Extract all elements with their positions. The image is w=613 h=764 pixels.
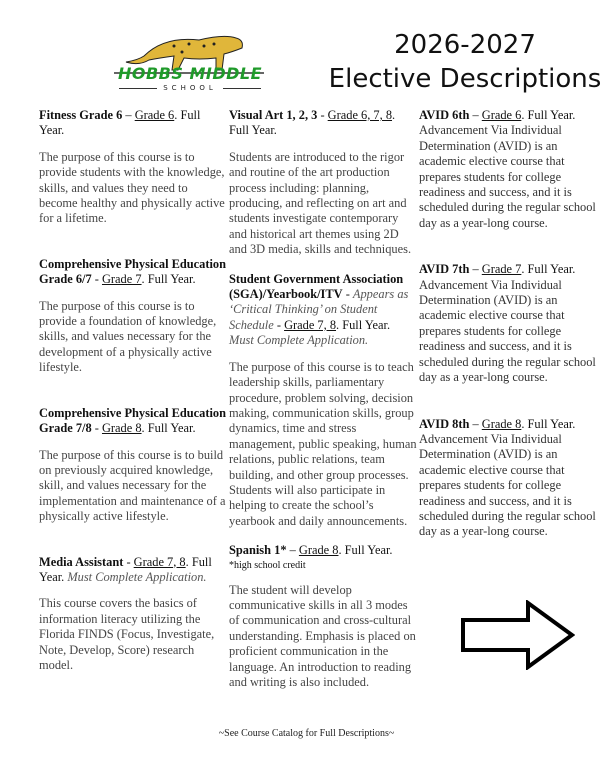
- grade-level: Grade 6: [481, 108, 522, 122]
- course-avid-6th: [419, 108, 605, 231]
- course-title: AVID 8th: [419, 416, 470, 431]
- heading-text: Must Complete Application.: [229, 333, 369, 348]
- grade-level: Grade 7, 8: [133, 554, 186, 569]
- heading-text: –: [469, 262, 482, 277]
- heading-text: . Full Year.: [521, 262, 576, 277]
- heading-text: -: [273, 317, 285, 332]
- heading-text: . Full Year.: [39, 554, 212, 584]
- course-description: This course covers the basics of information literacy utilizing the Florida FINDS (Focus, Investigate, Note, Develop, Score) research model.: [39, 596, 215, 672]
- heading-text: -: [91, 421, 102, 436]
- heading-text: . Full Year.: [521, 108, 576, 122]
- course-title: Student Government Association (SGA)/Yearbook/ITV: [229, 271, 404, 302]
- course-heading: [39, 257, 227, 288]
- heading-text: . Full Year.: [521, 416, 576, 431]
- course-heading: [39, 108, 227, 139]
- course-title: Spanish 1*: [229, 543, 287, 558]
- grade-level: Grade 7, 8: [284, 317, 337, 332]
- heading-text: . Full Year.: [338, 543, 393, 558]
- heading-text: –: [122, 108, 135, 122]
- course-description: Students are introduced to the rigor and routine of the art production process including: planning, producing, and reflecting on art and students investigate contemporary and historical art themes using 2D and 3D media, skills and techniques.: [229, 149, 412, 257]
- course-fitness-grade-6: [39, 108, 227, 227]
- heading-text: *high school credit: [229, 559, 306, 571]
- course-title: Comprehensive Physical Education Grade 7/8: [39, 405, 227, 436]
- course-heading: [419, 108, 605, 123]
- course-heading: [229, 108, 417, 139]
- page-title: Elective Descriptions: [328, 64, 602, 94]
- heading-text: -: [342, 287, 353, 302]
- page-title-year: 2026-2027: [394, 30, 536, 60]
- course-description: Advancement Via Individual Determination (AVID) is an academic elective course that prepares students for college readiness and success, and it is scheduled during the regular school day as a year-long course.: [419, 123, 596, 230]
- grade-level: Grade 8: [101, 421, 142, 436]
- heading-text: -: [317, 108, 328, 122]
- course-spanish-1: [229, 543, 417, 690]
- course-comprehensive-pe-7-8: [39, 406, 227, 525]
- course-description: The purpose of this course is to provide students with the knowledge, skills, and values they need to become healthy and physically active for a lifetime.: [39, 149, 225, 226]
- course-heading: [229, 543, 417, 571]
- heading-text: . Full Year.: [141, 421, 196, 436]
- column-3: [419, 108, 605, 571]
- course-description: The purpose of this course is to build on previously acquired knowledge, skill, and values necessary for the implementation and maintenance of a physically active lifestyle.: [39, 447, 226, 524]
- grade-level: Grade 7: [101, 272, 142, 287]
- heading-text: -: [91, 272, 102, 287]
- heading-text: Must Complete Application.: [67, 569, 207, 584]
- course-title: Comprehensive Physical Education Grade 6/7: [39, 256, 227, 287]
- grade-level: Grade 8: [481, 416, 522, 431]
- course-description: Advancement Via Individual Determination (AVID) is an academic elective course that prepares students for college readiness and success, and it is scheduled during the regular school day as a year-long course.: [419, 431, 596, 539]
- course-media-assistant: [39, 555, 227, 674]
- heading-text: . Full Year.: [336, 317, 391, 332]
- school-subtitle: SCHOOL: [106, 84, 274, 92]
- course-description: Advancement Via Individual Determination (AVID) is an academic elective course that prepares students for college readiness and success, and it is scheduled during the regular school day as a year-long course.: [419, 277, 596, 385]
- grade-level: Grade 7: [481, 262, 522, 277]
- course-title: Visual Art 1, 2, 3: [229, 108, 318, 122]
- course-title: Media Assistant: [39, 554, 124, 569]
- course-title: Fitness Grade 6: [39, 108, 123, 122]
- course-heading: [229, 272, 417, 349]
- course-comprehensive-pe-6-7: [39, 257, 227, 376]
- course-student-government: [229, 272, 417, 530]
- course-avid-8th: [419, 417, 605, 540]
- course-heading: [419, 262, 605, 277]
- column-1: [39, 108, 227, 673]
- course-title: AVID 7th: [419, 262, 470, 277]
- course-avid-7th: [419, 262, 605, 385]
- school-name: HOBBS MIDDLE: [117, 64, 263, 83]
- heading-text: . Full Year.: [39, 108, 201, 138]
- grade-level: Grade 8: [298, 543, 339, 558]
- heading-text: . Full Year.: [141, 272, 196, 287]
- footer-note: ~See Course Catalog for Full Descriptions~: [218, 728, 395, 739]
- course-description: The purpose of this course is to teach leadership skills, parliamentary procedure, problem solving, decision making, communication skills, group dynamics, time and stress management, public speaking, human relations, public relations, team building, and other group processes. Students will also participate in helping to create the school’s yearbook and daily announcements.: [229, 359, 417, 528]
- heading-text: –: [286, 543, 299, 558]
- heading-text: –: [469, 108, 482, 122]
- heading-text: –: [469, 416, 482, 431]
- heading-text: . Full Year.: [229, 108, 396, 138]
- course-visual-art: [229, 108, 417, 258]
- grade-level: Grade 6: [134, 108, 175, 122]
- course-description: The student will develop communicative skills in all 3 modes of communication and cross-cultural understanding. Emphasis is placed on proficient communication in the language. An introduction to reading and writing is also included.: [229, 582, 416, 689]
- grade-level: Grade 6, 7, 8: [327, 108, 393, 122]
- heading-text: Appears as ‘Critical Thinking’ on Student Schedule: [229, 287, 409, 332]
- right-arrow-icon: [460, 600, 575, 670]
- course-description: The purpose of this course is to provide a foundation of knowledge, skills, and values necessary for the development of a physically active lifestyle.: [39, 298, 217, 375]
- column-2: [229, 108, 417, 704]
- heading-text: -: [123, 554, 134, 569]
- course-title: AVID 6th: [419, 108, 470, 122]
- course-heading: [39, 555, 227, 586]
- course-heading: [419, 417, 605, 432]
- course-heading: [39, 406, 227, 437]
